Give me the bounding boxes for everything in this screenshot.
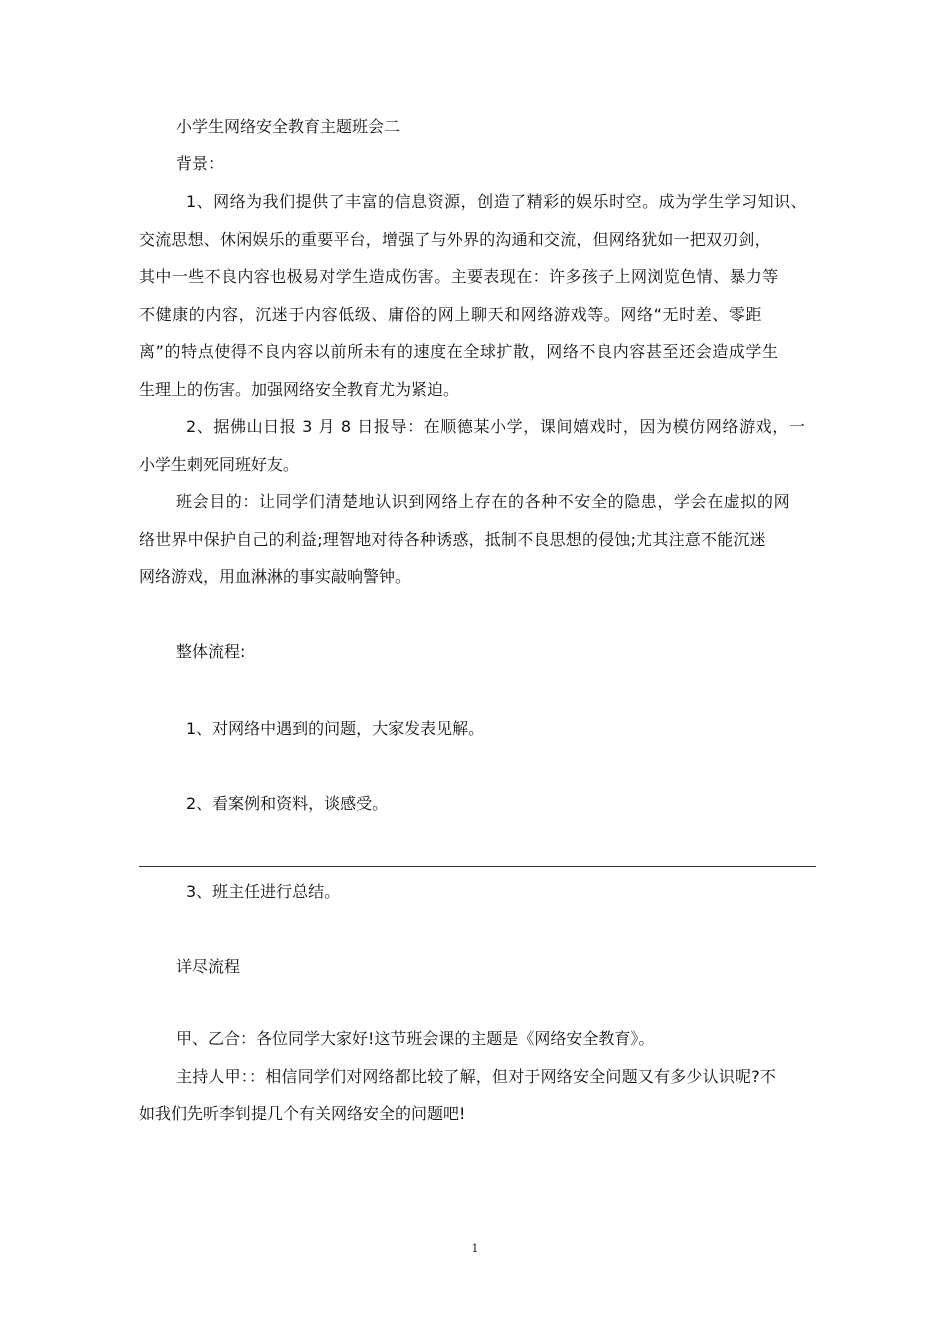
background-item1-line3: 其中一些不良内容也极易对学生造成伤害。主要表现在：许多孩子上网浏览色情、暴力等	[139, 267, 779, 286]
horizontal-divider	[139, 866, 816, 867]
background-heading: 背景：	[176, 154, 225, 173]
process-step-3: 3、班主任进行总结。	[186, 882, 341, 901]
background-item1-line2: 交流思想、休闲娱乐的重要平台，增强了与外界的沟通和交流，但网络犹如一把双刃剑，	[139, 230, 771, 249]
overall-process-heading: 整体流程:	[176, 642, 246, 661]
background-item1-line5: 离”的特点使得不良内容以前所未有的速度在全球扩散，网络不良内容甚至还会造成学生	[139, 342, 779, 361]
detailed-process-heading: 详尽流程	[176, 957, 241, 976]
background-item1-line6: 生理上的伤害。加强网络安全教育尤为紧迫。	[139, 380, 460, 399]
process-step-2: 2、看案例和资料，谈感受。	[186, 794, 389, 813]
background-item1-line1: 1、网络为我们提供了丰富的信息资源，创造了精彩的娱乐时空。成为学生学习知识、	[186, 192, 808, 211]
goal-line3: 网络游戏，用血淋淋的事实敲响警钟。	[139, 567, 412, 586]
background-item2-line2: 小学生刺死同班好友。	[139, 455, 300, 474]
dialogue-line-1: 甲、乙合：各位同学大家好!这节班会课的主题是《网络安全教育》。	[176, 1029, 655, 1048]
background-item1-line4: 不健康的内容，沉迷于内容低级、庸俗的网上聊天和网络游戏等。网络“无时差、零距	[139, 305, 763, 324]
page-number: 1	[471, 1242, 479, 1255]
background-item2-line1: 2、据佛山日报 3 月 8 日报导：在顺德某小学，课间嬉戏时，因为模仿网络游戏，一	[186, 417, 806, 436]
dialogue-line-2a: 主持人甲：：相信同学们对网络都比较了解，但对于网络安全问题又有多少认识呢?不	[176, 1067, 777, 1086]
dialogue-line-2b: 如我们先听李钊提几个有关网络安全的问题吧!	[139, 1104, 466, 1123]
goal-line1: 班会目的：让同学们清楚地认识到网络上存在的各种不安全的隐患，学会在虚拟的网	[176, 492, 791, 511]
process-step-1: 1、对网络中遇到的问题，大家发表见解。	[186, 719, 485, 738]
goal-line2: 络世界中保护自己的利益;理智地对待各种诱惑，抵制不良思想的侵蚀;尤其注意不能沉迷	[139, 530, 766, 549]
document-title: 小学生网络安全教育主题班会二	[176, 117, 401, 136]
